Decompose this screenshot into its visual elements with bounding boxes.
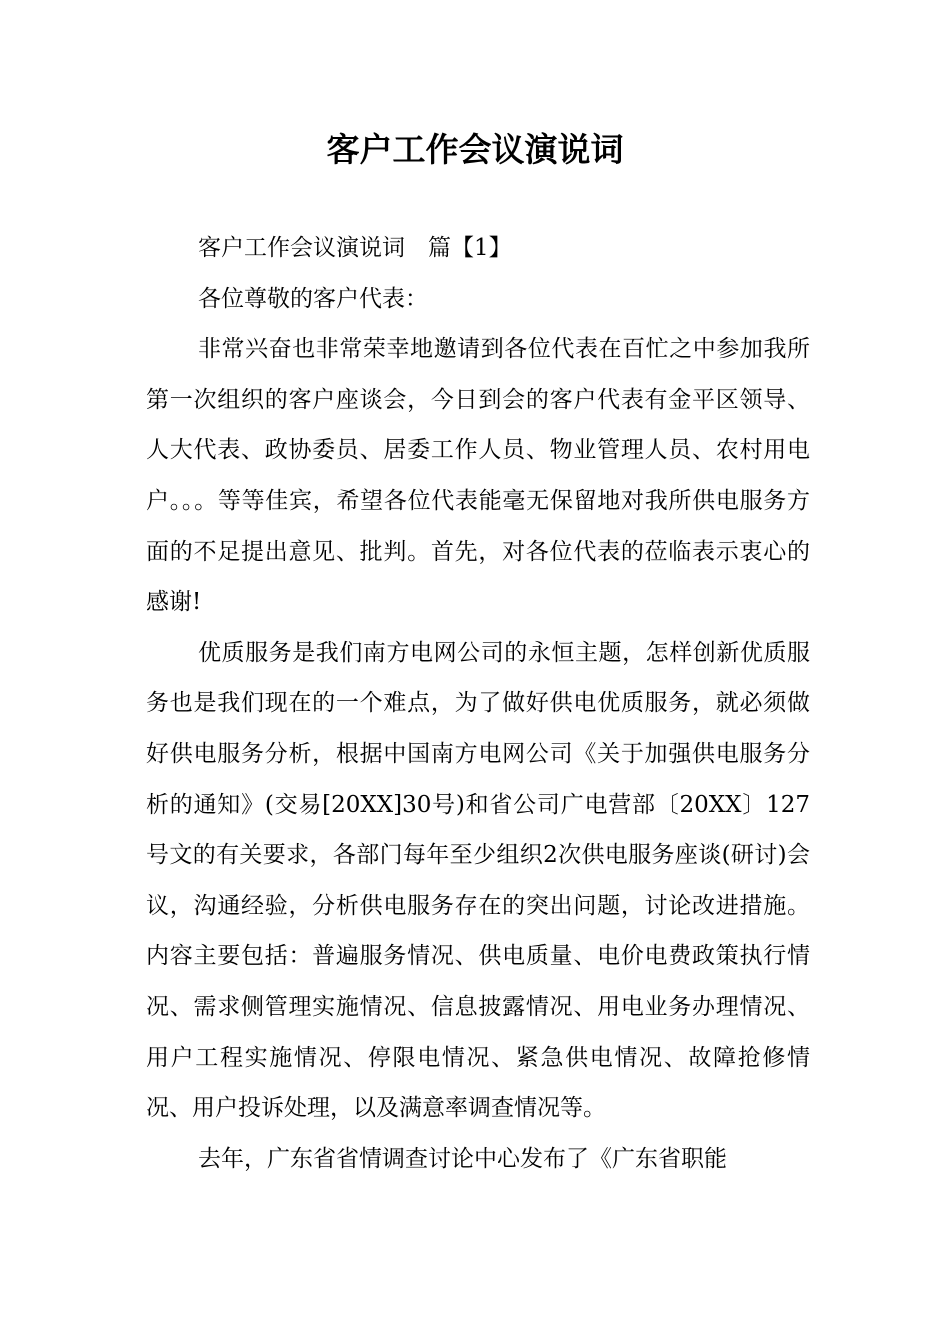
document-body — [146, 223, 810, 1184]
salutation: 各位尊敬的客户代表： — [198, 285, 428, 312]
paragraph-welcome: 非常兴奋也非常荣幸地邀请到各位代表在百忙之中参加我所第一次组织的客户座谈会，今日到会的客户代表有金平区领导、人大代表、政协委员、居委工作人员、物业管理人员、农村用电户。。。等等佳宾，希望各位代表能毫无保留地对我所供电服务方面的不足提出意见、批判。首先，对各位代表的莅临表示衷心的感谢! — [146, 336, 810, 616]
paragraph-service: 优质服务是我们南方电网公司的永恒主题，怎样创新优质服务也是我们现在的一个难点，为了做好供电优质服务，就必须做好供电服务分析，根据中国南方电网公司《关于加强供电服务分析的通知》(交易[20XX]30号)和省公司广电营部〔20XX〕127号文的有关要求，各部门每年至少组织2次供电服务座谈(研讨)会议，沟通经验，分析供电服务存在的突出问题，讨论改进措施。内容主要包括：普遍服务情况、供电质量、电价电费政策执行情况、需求侧管理实施情况、信息披露情况、用电业务办理情况、用户工程实施情况、停限电情况、紧急供电情况、故障抢修情况、用户投诉处理，以及满意率调查情况等。 — [146, 639, 810, 1122]
document-title: 客户工作会议演说词 — [326, 130, 624, 169]
section-heading: 客户工作会议演说词 篇【1】 — [198, 235, 512, 261]
paragraph-last-year: 去年，广东省省情调查讨论中心发布了《广东省职能 — [198, 1145, 727, 1172]
